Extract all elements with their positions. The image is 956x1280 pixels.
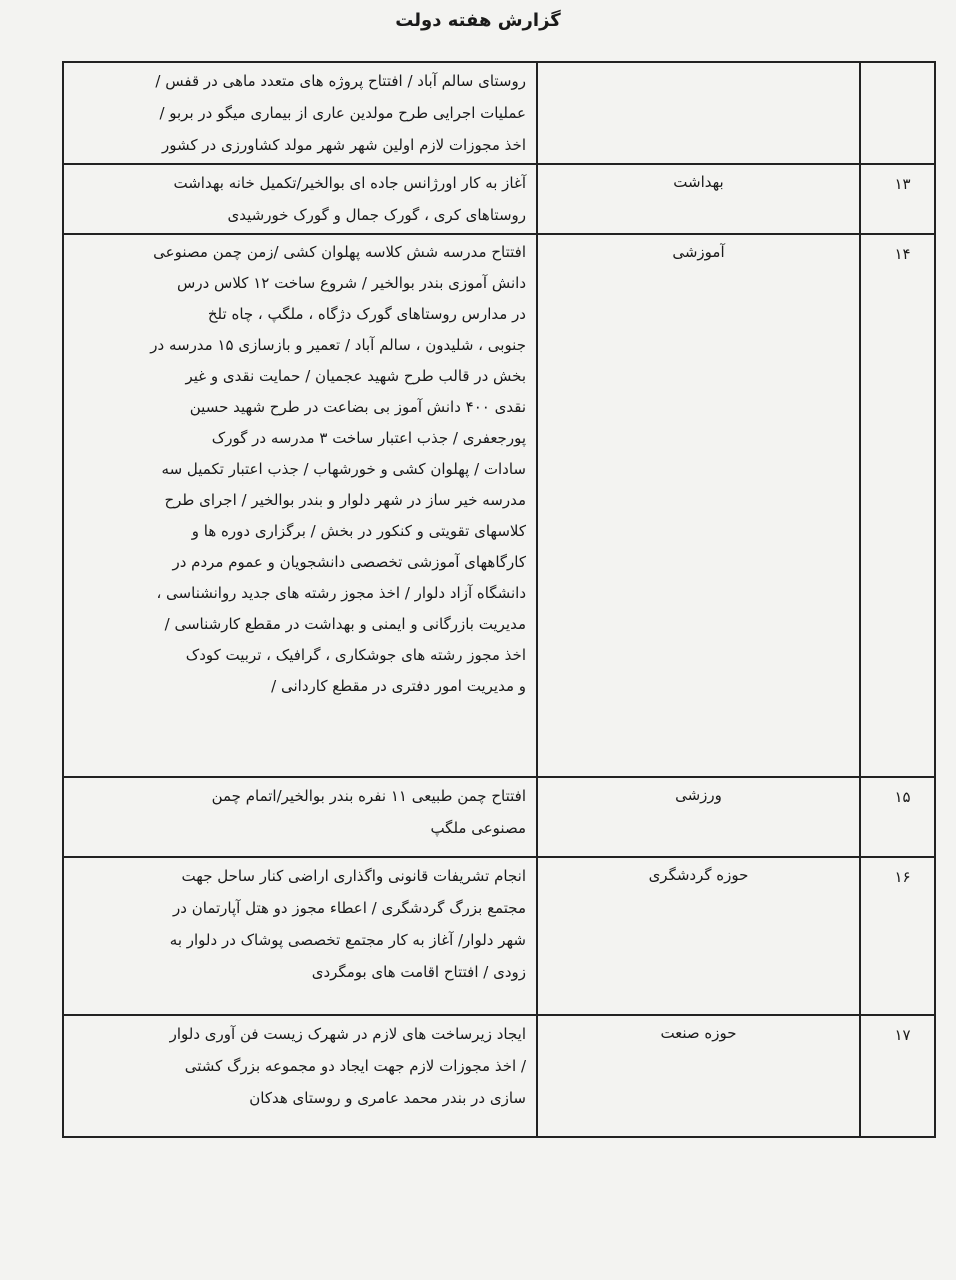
- row-number: ۱۴: [894, 245, 911, 263]
- table-row: [63, 1015, 935, 1137]
- description-line: افتتاح مدرسه شش کلاسه پهلوان کشی /زمن چمن مصنوعی: [153, 243, 526, 261]
- description-line: شهر دلوار/ آغاز به کار مجتمع تخصصی پوشاک در دلوار به: [169, 931, 526, 949]
- row-number: ۱۳: [894, 175, 911, 193]
- row-sector-cell: [537, 164, 860, 234]
- row-sector: آموزشی: [672, 243, 725, 261]
- row-number: ۱۷: [894, 1026, 911, 1044]
- row-number-cell: [860, 164, 935, 234]
- description-line: و مدیریت امور دفتری در مقطع کاردانی /: [271, 677, 526, 695]
- description-line: جنوبی ، شلیدون ، سالم آباد / تعمیر و بازسازی ۱۵ مدرسه در: [150, 336, 526, 354]
- page-title: گزارش هفته دولت: [395, 10, 561, 31]
- row-sector-cell: [537, 777, 860, 857]
- report-table: [62, 61, 936, 1138]
- row-description-cell: [63, 777, 537, 857]
- row-sector: حوزه گردشگری: [648, 866, 749, 884]
- table-row: [63, 234, 935, 777]
- row-description-cell: [63, 62, 537, 164]
- table-row: [63, 857, 935, 1015]
- description-line: اخذ مجوز رشته های جوشکاری ، گرافیک ، تربیت کودک: [185, 646, 526, 664]
- row-sector-cell: [537, 857, 860, 1015]
- row-sector-cell: [537, 234, 860, 777]
- table-row: [63, 62, 935, 164]
- description-line: / اخذ مجوزات لازم جهت ایجاد دو مجموعه بزرگ کشتی: [184, 1057, 526, 1075]
- row-sector: بهداشت: [673, 173, 724, 191]
- description-line: زودی / افتتاح اقامت های بومگردی: [311, 963, 526, 981]
- row-number-cell: [860, 234, 935, 777]
- row-number-cell: [860, 777, 935, 857]
- row-sector: حوزه صنعت: [660, 1024, 737, 1042]
- row-description-cell: [63, 857, 537, 1015]
- row-number-cell: [860, 62, 935, 164]
- description-line: آغاز به کار اورژانس جاده ای بوالخیر/تکمیل خانه بهداشت: [173, 174, 526, 192]
- row-number: ۱۵: [894, 788, 911, 806]
- row-description-cell: [63, 234, 537, 777]
- row-number-cell: [860, 1015, 935, 1137]
- description-line: بخش در قالب طرح شهید عجمیان / حمایت نقدی و غیر: [185, 367, 526, 385]
- row-number: ۱۶: [894, 868, 911, 886]
- description-line: روستاهای کری ، گورک جمال و گورک خورشیدی: [227, 206, 526, 224]
- row-sector-cell: [537, 62, 860, 164]
- description-line: دانش آموزی بندر بوالخیر / شروع ساخت ۱۲ کلاس درس: [177, 274, 526, 292]
- table-row: [63, 164, 935, 234]
- description-line: نقدی ۴۰۰ دانش آموز بی بضاعت در طرح شهید حسین: [189, 398, 526, 416]
- row-sector-cell: [537, 1015, 860, 1137]
- description-line: کارگاههای آموزشی تخصصی دانشجویان و عموم مردم در: [172, 553, 526, 571]
- description-line: روستای سالم آباد / افتتاح پروژه های متعدد ماهی در قفس /: [155, 72, 526, 90]
- description-line: مجتمع بزرگ گردشگری / اعطاء مجوز دو هتل آپارتمان در: [173, 899, 526, 917]
- row-description-cell: [63, 1015, 537, 1137]
- description-line: دانشگاه آزاد دلوار / اخذ مجوز رشته های جدید روانشناسی ،: [156, 584, 526, 602]
- description-line: افتتاح چمن طبیعی ۱۱ نفره بندر بوالخیر/اتمام چمن: [211, 787, 526, 805]
- description-line: کلاسهای تقویتی و کنکور در بخش / برگزاری دوره ها و: [191, 522, 526, 540]
- description-line: مدرسه خیر ساز در شهر دلوار و بندر بوالخیر / اجرای طرح: [164, 491, 526, 509]
- description-line: پورجعفری / جذب اعتبار ساخت ۳ مدرسه در گورک: [211, 429, 526, 447]
- description-line: اخذ مجوزات لازم اولین شهر شهر مولد کشاورزی در کشور: [162, 136, 526, 154]
- row-number-cell: [860, 857, 935, 1015]
- table-row: [63, 777, 935, 857]
- description-line: مدیریت بازرگانی و ایمنی و بهداشت در مقطع کارشناسی /: [164, 615, 526, 633]
- description-line: مصنوعی ملگپ: [430, 819, 526, 837]
- description-line: سازی در بندر محمد عامری و روستای هدکان: [249, 1089, 526, 1107]
- description-line: عملیات اجرایی طرح مولدین عاری از بیماری میگو در بربو /: [159, 104, 526, 122]
- description-line: انجام تشریفات قانونی واگذاری اراضی کنار ساحل جهت: [181, 867, 526, 885]
- row-sector: ورزشی: [675, 786, 722, 804]
- description-line: سادات / پهلوان کشی و خورشهاب / جذب اعتبار تکمیل سه: [161, 460, 526, 478]
- description-line: در مدارس روستاهای گورک دژگاه ، ملگپ ، چاه تلخ: [207, 305, 526, 323]
- description-line: ایجاد زیرساخت های لازم در شهرک زیست فن آوری دلوار: [169, 1025, 526, 1043]
- row-description-cell: [63, 164, 537, 234]
